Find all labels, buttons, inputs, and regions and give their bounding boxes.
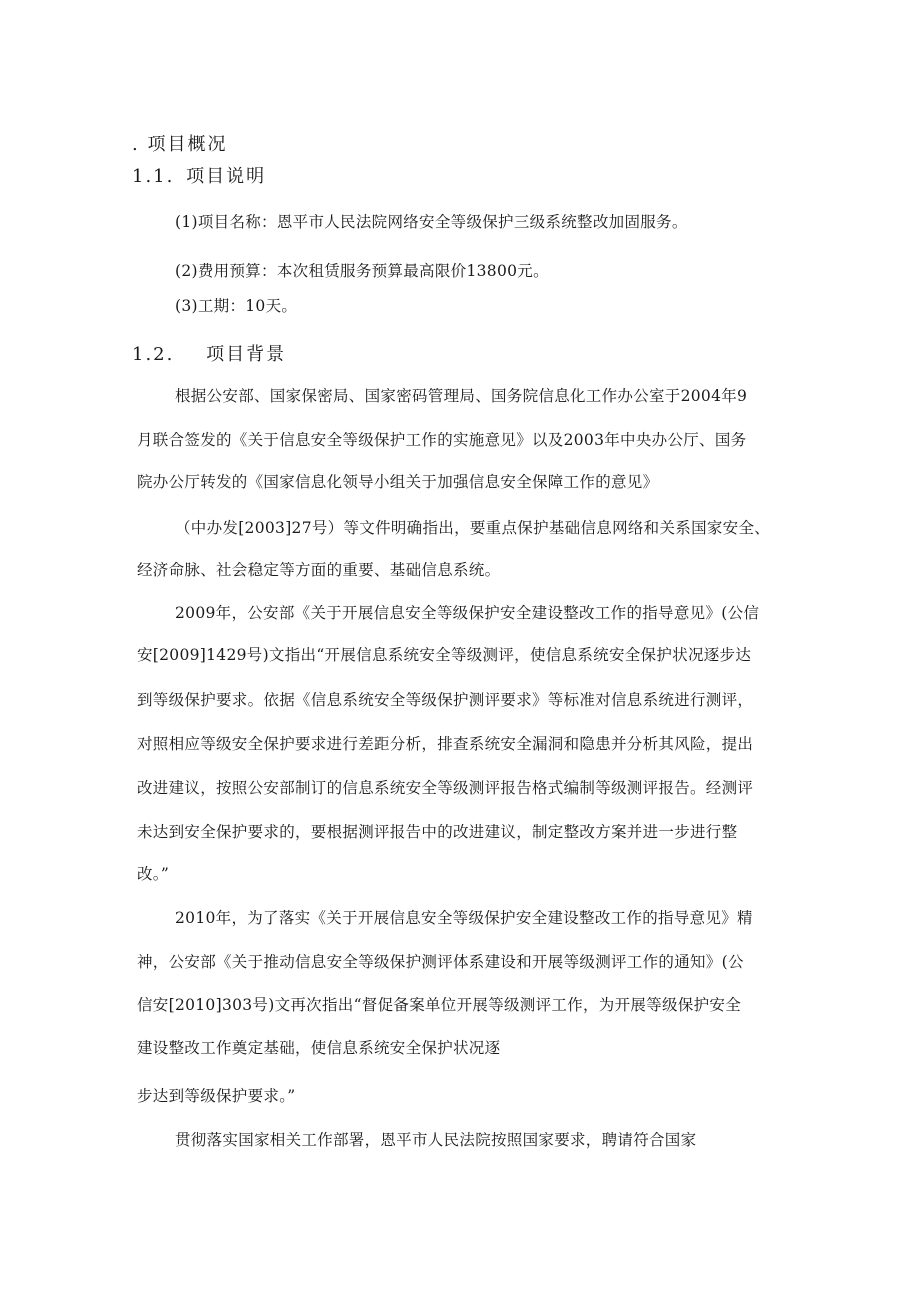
section-1-2-number: 1.2. [132, 344, 175, 365]
paragraph-line: 贯彻落实国家相关工作部署，恩平市人民法院按照国家要求，聘请符合国家 [175, 1131, 697, 1149]
section-1-2-heading [132, 340, 286, 366]
paragraph-line: 2010年，为了落实《关于开展信息安全等级保护安全建设整改工作的指导意见》精 [175, 909, 753, 927]
paragraph-line: 安[2009]1429号)文指出“开展信息系统安全等级测评，使信息系统安全保护状况逐步达 [137, 646, 752, 664]
main-heading: . 项目概况 [132, 134, 228, 155]
paragraph-line: 改进建议，按照公安部制订的信息系统安全等级测评报告格式编制等级测评报告。经测评 [137, 779, 754, 797]
duration-item: (3)工期：10天。 [175, 297, 298, 315]
paragraph-line: 到等级保护要求。依据《信息系统安全等级保护测评要求》等标准对信息系统进行测评， [137, 691, 754, 709]
paragraph-line: 院办公厅转发的《国家信息化领导小组关于加强信息安全保障工作的意见》 [137, 473, 659, 491]
paragraph-line: 根据公安部、国家保密局、国家密码管理局、国务院信息化工作办公室于2004年9 [175, 387, 748, 405]
paragraph-line: 未达到安全保护要求的，要根据测评报告中的改进建议，制定整改方案并进一步进行整 [137, 823, 738, 841]
paragraph-line: 经济命脉、社会稳定等方面的重要、基础信息系统。 [137, 561, 501, 579]
paragraph-line: 神，公安部《关于推动信息安全等级保护测评体系建设和开展等级测评工作的通知》(公 [137, 953, 744, 971]
budget-item: (2)费用预算：本次租赁服务预算最高限价13800元。 [175, 262, 549, 280]
paragraph-line: 2009年，公安部《关于开展信息安全等级保护安全建设整改工作的指导意见》(公信 [175, 604, 760, 622]
section-1-1-title: 项目说明 [186, 166, 267, 187]
section-1-2-title: 项目背景 [206, 344, 287, 365]
paragraph-line: 改。” [137, 865, 170, 883]
paragraph-line: 对照相应等级安全保护要求进行差距分析，排查系统安全漏洞和隐患并分析其风险，提出 [137, 735, 754, 753]
paragraph-line: 步达到等级保护要求。” [137, 1087, 296, 1105]
paragraph-line: 月联合签发的《关于信息安全等级保护工作的实施意见》以及2003年中央办公厅、国务 [137, 431, 747, 449]
section-1-1-heading [132, 162, 266, 188]
paragraph-line: （中办发[2003]27号）等文件明确指出，要重点保护基础信息网络和关系国家安全、 [175, 519, 771, 537]
section-1-1-number: 1.1. [132, 166, 175, 187]
paragraph-line: 信安[2010]303号)文再次指出“督促备案单位开展等级测评工作，为开展等级保护安全 [137, 996, 741, 1014]
project-name-item: (1)项目名称：恩平市人民法院网络安全等级保护三级系统整改加固服务。 [175, 213, 688, 231]
paragraph-line: 建设整改工作奠定基础，使信息系统安全保护状况逐 [137, 1039, 501, 1057]
